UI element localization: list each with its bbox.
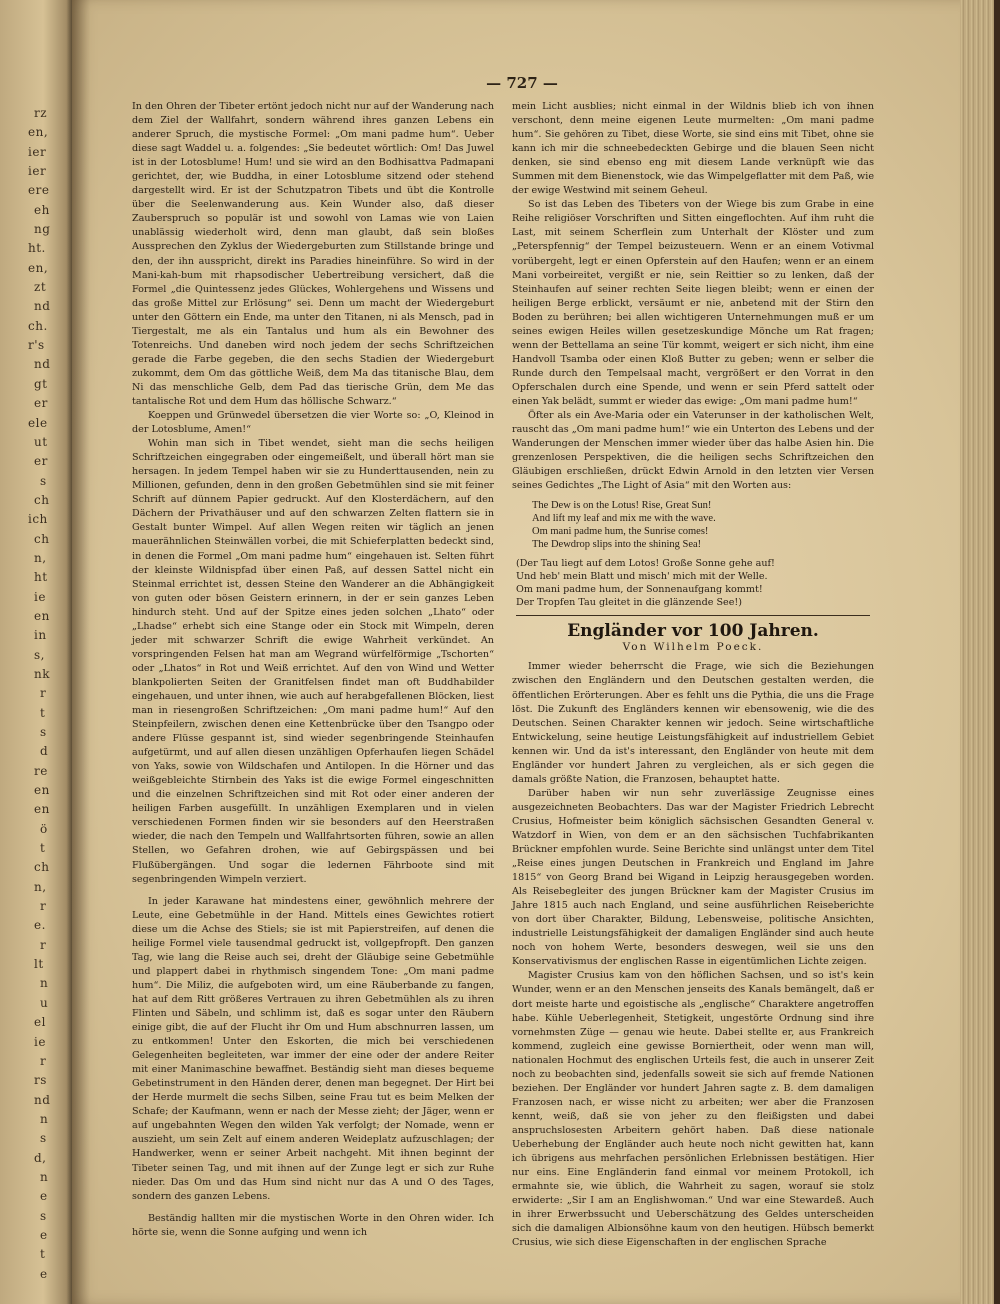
left-page-fragment: en [34, 608, 50, 623]
left-page-fragment: r [40, 686, 47, 701]
left-page-fragment: n [40, 1111, 49, 1126]
poem-line: Der Tropfen Tau gleitet in die glänzende See!) [516, 597, 743, 609]
left-page-fragment: n, [34, 879, 47, 894]
poem-line: (Der Tau liegt auf dem Lotos! Große Sonne gehe auf! [516, 558, 775, 570]
left-page-fragment: n, [34, 550, 47, 565]
left-page-fragment: ch [34, 492, 50, 507]
left-page-fragment: s [40, 1131, 47, 1146]
left-page-fragment: en, [28, 260, 49, 275]
divider [516, 615, 870, 616]
left-page-fragment: s [40, 725, 47, 740]
left-page-fragment: rs [34, 1073, 47, 1088]
poem-line: The Dewdrop slips into the shining Sea! [532, 539, 702, 551]
left-page-fragment: e [40, 1266, 48, 1281]
left-page-fragment: er [34, 454, 48, 469]
left-page-fragment: e [40, 1189, 48, 1204]
left-page-fragment: el [34, 1015, 46, 1030]
left-page-fragment: en [34, 783, 50, 798]
left-page-fragment: ch [34, 860, 50, 875]
left-page-fragment: ie [34, 1034, 46, 1049]
poem-line: The Dew is on the Lotus! Rise, Great Sun! [532, 500, 712, 512]
paragraph: Koeppen und Grünwedel übersetzen die vier Worte so: „O, Kleinod in der Lotosblume, Amen!“ [132, 410, 494, 436]
left-page-fragment: r's [28, 338, 45, 353]
left-page-edge [0, 0, 72, 1304]
paragraph: In den Ohren der Tibeter ertönt jedoch nicht nur auf der Wanderung nach dem Ziel der Wallfahrt, sondern während ihres ganzen Lebens ein anderer Spruch, die mystische Formel: „Om mani padme hum“. Ueber diese sagt Waddel u. a. folgendes: „Sie bedeutet wörtlich: Om! Das Juwel ist in der Lotosblume! Hum! und sie wird an den Bodhisattva Padmapani gerichtet, der, wie Buddha, in einer Lotosblume sitzend oder stehend dargestellt wird. Er ist der Schutzpatron Tibets und übt die Kontrolle über die Seelenwanderung aus. Kein Wunder also, daß dieser Zauberspruch so populär ist und sowohl von Lamas wie von Laien unablässig wiederholt wird, denn man glaubt, daß sein bloßes Aussprechen den Zyklus der Wiedergeburten zum Stillstande bringe und den, der ihn ausspricht, direkt ins Paradies hineinführe. So wird in der Mani-kah-bum mit rhapsodischer Uebertreibung versichert, daß die Formel „die Quintessenz jedes Glückes, Wohlergehens und Wissens und das große Mittel zur Erlösung“ sei. Denn um macht der Wiedergeburt unter den Göttern ein Ende, ma unter den Titanen, ni als Mensch, pad in Tiergestalt, me als ein Tantalus und hum als ein Bewohner des Totenreichs. Und daneben wird noch jedem der sechs Schriftzeichen gerade die Farbe gegeben, die den sechs Stadien der Wiedergeburt zukommt, dem Om das göttliche Weiß, dem Ma das titanische Blau, dem Ni das menschliche Gelb, dem Pad das tierische Grün, dem Me das tantalische Rot und dem Hum das höllische Schwarz.“ [132, 101, 494, 407]
poem-line: And lift my leaf and mix me with the wave. [532, 513, 716, 525]
left-page-fragment: rz [34, 106, 48, 120]
spine-shadow [72, 0, 90, 1304]
left-page-fragment: eh [34, 202, 50, 217]
paragraph: Wohin man sich in Tibet wendet, sieht man die sechs heiligen Schriftzeichen eingegraben oder eingemeißelt, und überall hört man sie hersagen. In jedem Tempel haben wir sie zu Hunderttausenden, nein zu Millionen, gefunden, denn in den großen Gebetmühlen sind sie mit feiner Schrift auf dünnem Papier gedruckt. Auf den Klosterdächern, auf den Dächern der Privathäuser und auf den schwarzen Zelten flattern sie in Gestalt bunter Wimpel. Auf allen Wegen reiten wir täglich an jenen mauerähnlichen Steinwällen vorbei, die mit Schieferplatten bedeckt sind, in denen die Formel „Om mani padme hum“ eingehauen ist. Selten führt der kleinste Wildnispfad über einen Paß, auf dessen Sattel nicht ein Steinmal errichtet ist, dessen Steine den Wanderer an die Abhängigkeit von guten oder bösen Geistern erinnern, in der er sein ganzes Leben hindurch steht. Und auf der Spitze eines jeden solchen „Lhato“ oder „Lhadse“ erhebt sich eine Stange oder ein Stock mit Wimpeln, deren jeder mit schwarzer Schrift die ewige Wahrheit verkündet. An vorspringenden Felsen hat man am Wegrand würfelförmige „Tschorten“ oder „Lhatos“ in Rot und Weiß errichtet. Auf den von Wind und Wetter blankpolierten Seiten der Granitfelsen findet man oft Buddhabilder eingehauen, und unter ihnen, wie auch auf herabgefallenen Blöcken, liest man in riesengroßen Schriftzeichen: „Om mani padme hum!“ Auf den Steinpfeilern, zwischen denen eine Kettenbrücke über den Tsangpo oder andere Flüsse gespannt ist, sind wieder segenbringende Steinhaufen aufgetürmt, und auf allen diesen unzähligen Opferhaufen liegen Schädel von Yaks, sowie von Wildschafen und Antilopen. In die Hörner und das weißgebleichte Stirnbein des Yaks ist die ewige Formel eingeschnitten und die einzelnen Schriftzeichen sind mit Rot oder einer anderen der heiligen Farben ausgefüllt. In unzähligen Exemplaren und in vielen verschiedenen Formen finden wir sie besonders auf den Heerstraßen wieder, die nach den Tempeln und Wallfahrtsorten führen, sowie an allen Stellen, wo Gefahren drohen, wie auf Gebirgspässen und bei Flußübergängen. Und sogar die ledernen Fährboote sind mit segenbringenden Wimpeln verziert. [132, 438, 494, 885]
poem-german [516, 557, 874, 609]
left-page-fragment: ht [34, 570, 48, 585]
left-page-fragment: zt [34, 280, 47, 295]
page-edges-right [960, 0, 1000, 1304]
left-page-fragment: ie [34, 589, 46, 604]
left-page-fragment: e. [34, 918, 46, 933]
left-page-fragment: s [40, 473, 47, 488]
left-column [132, 100, 494, 1240]
left-page-fragment: en [34, 802, 50, 817]
paragraph: So ist das Leben des Tibeters von der Wiege bis zum Grabe in eine Reihe religiöser Vorschriften und Sitten eingeflochten. Auf ihm ruht die Last, mit seinem Scherflein zum Unterhalt der Klöster und zum „Peterspfennig“ der Tempel beizusteuern. Wenn er an einem Votivmal vorübergeht, legt er einen Opferstein auf den Haufen; wenn er an einem Mani vorbeireitet, vergißt er nie, sein Reittier so zu lenken, daß der Steinhaufen auf seiner rechten Seite liegen bleibt; wenn er einen der heiligen Berge erblickt, versäumt er nie, anbetend mit der Stirn den Boden zu berühren; bei allen wichtigeren Unternehmungen muß er um seines ewigen Heiles willen gesetzeskundige Mönche um Rat fragen; wenn der Bettellama an seine Tür kommt, weigert er sich nicht, ihm eine Handvoll Tsamba oder einen Kloß Butter zu geben; wenn er selber die Runde durch den Tempelsaal macht, vergrößert er den Vorrat in den Opferschalen durch eine Spende, und wenn er sein Pferd sattelt oder einen Yak belädt, summt er wieder das ewige: „Om mani padme hum!“ [512, 199, 874, 407]
left-page-fragment: ele [28, 415, 48, 430]
left-page-fragment: n [40, 976, 49, 991]
left-page-fragment: nk [34, 666, 50, 681]
paragraph: Öfter als ein Ave-Maria oder ein Vaterunser in der katholischen Welt, rauscht das „Om mani padme hum!“ wie ein Unterton des Lebens und der Wanderungen der Menschen immer wieder über das halbe Asien hin. Die grenzenlosen Perspektiven, die die heiligen sechs Schriftzeichen den Gläubigen erschließen, drückt Edwin Arnold in den letzten vier Versen seines Gedichtes „The Light of Asia“ mit den Worten aus: [512, 410, 874, 492]
poem-line: Und heb' mein Blatt und misch' mich mit der Welle. [516, 571, 768, 583]
left-page-fragment: ch. [28, 318, 48, 333]
left-page-fragment: nd [34, 357, 51, 372]
left-page-fragment: ich [28, 512, 48, 527]
left-page-fragment: r [40, 1053, 47, 1068]
left-page-fragment: ier [28, 164, 47, 179]
left-page-fragment: nd [34, 299, 51, 314]
article-title: Engländer vor 100 Jahren. [567, 621, 819, 642]
left-page-fragment: ng [34, 222, 51, 237]
left-page-fragment: en, [28, 125, 49, 140]
poem-line: Om mani padme hum, der Sonnenaufgang kommt! [516, 584, 763, 596]
page [72, 0, 960, 1304]
article-byline: Von Wilhelm Poeck. [622, 641, 764, 654]
paragraph: Immer wieder beherrscht die Frage, wie sich die Beziehungen zwischen den Engländern und den Deutschen gestalten werden, die öffentlichen Erörterungen. Aber es fehlt uns die Pythia, die uns die Frage löst. Die Zukunft des Engländers kennen wir ebensowenig, wie die des Deutschen. Seinen Charakter kennen wir jedoch. Seine wirtschaftliche Entwickelung, seine heutige Leistungsfähigkeit auf industriellem Gebiet kennen wir. Und da ist's interessant, den Engländer von heute mit dem Engländer vor hundert Jahren zu vergleichen, als er sich gegen die damals größte Nation, die Franzosen, behauptet hatte. [512, 661, 874, 785]
left-page-fragment: re [34, 763, 48, 778]
left-page-fragment: ö [40, 821, 48, 836]
left-page-fragment: nd [34, 1092, 51, 1107]
paragraph: Darüber haben wir nun sehr zuverlässige Zeugnisse eines ausgezeichneten Beobachters. Das war der Magister Friedrich Lebrecht Crusius, Hofmeister beim königlich sächsischen Gesandten General v. Watzdorf in Wien, von dem er an den sächsischen Tuchfabrikanten Brückner empfohlen wurde. Seine Berichte sind unlängst unter dem Titel „Reise eines jungen Deutschen in Frankreich und England im Jahre 1815“ von Georg Brand bei Wigand in Leipzig herausgegeben worden. Als Reisebegleiter des jungen Brückner kam der Magister Crusius im Jahre 1815 auch nach England, und seine ausführlichen Reiseberichte von dort über Charakter, Bildung, Lebensweise, politische Ansichten, industrielle Leistungsfähigkeit der damaligen Engländer sind auch heute noch von hohem Werte, besonders deswegen, weil sie uns den Konservativismus der englischen Rasse in eigentümlichen Lichte zeigen. [512, 787, 874, 968]
left-page-fragment: ch [34, 531, 50, 546]
paragraph: Beständig hallten mir die mystischen Worte in den Ohren wider. Ich hörte sie, wenn die Sonne aufging und wenn ich [132, 1212, 494, 1238]
left-page-fragment: d [40, 744, 49, 759]
left-page-fragment: d, [34, 1150, 47, 1165]
paragraph: Magister Crusius kam von den höflichen Sachsen, und so ist's kein Wunder, wenn er an den Menschen jenseits des Kanals bemängelt, daß er dort meiste harte und egoistische als „englische“ Charaktere angetroffen habe. Kühle Ueberlegenheit, Stetigkeit, ungestörte Ordnung sind ihre vornehmsten Züge — genau wie heute. Dabei stellte er, aus Frankreich kommend, zugleich eine gewisse Borniertheit, oder wenn man will, nationalen Hochmut des englischen Urteils fest, die auch in unserer Zeit noch zu beobachten sind, jedenfalls soweit sie sich auf fremde Nationen beziehen. Der Engländer vor hundert Jahren sagte z. B. dem damaligen Franzosen nach, er wisse nicht zu arbeiten; wer aber die Franzosen kennt, weiß, daß sie von jeher zu den fleißigsten und dabei anspruchslosesten Arbeitern gehört haben. Daß diese nationale Ueberhebung der Engländer auch heute noch nicht gewitten hat, kann ich übrigens aus mehrfachen persönlichen Erlebnissen bestätigen. Hier nur eins. Eine Engländerin fand einmal vor meinem Protokoll, ich ermahnte sie, wie üblich, die Wahrheit zu sagen, worauf sie stolz erwiderte: „Sir I am an Englishwoman.“ Und war eine Stewardeß. Auch in ihrer Erwerbssucht und Ueberschätzung des Geldes unterscheiden sich die damaligen Albionsöhne kaum von den heutigen. Hübsch bemerkt Crusius, wie sich diese Eigenschaften in der englischen Sprache [512, 970, 874, 1249]
left-page-fragment: u [40, 995, 49, 1010]
left-page-fragment: ht. [28, 241, 46, 256]
page-number: — 727 — [486, 74, 558, 92]
left-page-fragment: s, [34, 647, 45, 662]
left-page-fragment: r [40, 937, 47, 952]
left-page-fragment: r [40, 899, 47, 914]
left-page-fragment: gt [34, 376, 48, 391]
poem-english [532, 499, 874, 551]
paragraph: mein Licht ausblies; nicht einmal in der Wildnis blieb ich von ihnen verschont, denn meine eigenen Leute murmelten: „Om mani padme hum“. Sie gehören zu Tibet, diese Worte, sie sind eins mit Tibet, ohne sie kann ich mir die schneebedeckten Gebirge und die blauen Seen nicht denken, sie sind ebenso eng mit diesem Lande verknüpft wie das Summen mit dem Bienenstock, wie das Wimpelgeflatter mit dem Paß, wie der ewige Westwind mit seinem Geheul. [512, 101, 874, 197]
poem-line: Om mani padme hum, the Sunrise comes! [532, 526, 709, 538]
left-page-fragment: ier [28, 144, 47, 159]
left-page-fragment: t [40, 705, 46, 720]
left-page-fragment: e [40, 1227, 48, 1242]
left-page-fragment: ere [28, 183, 50, 198]
paragraph: In jeder Karawane hat mindestens einer, gewöhnlich mehrere der Leute, eine Gebetmühle in der Hand. Mittels eines Gewichtes rotiert diese um die Achse des Stiels; sie ist mit Papierstreifen, auf denen die heilige Formel viele tausendmal gedruckt ist, vollgepfropft. Den ganzen Tag, wie lang die Reise auch sei, dreht der Gläubige seine Gebetmühle und plappert dabei in rhythmisch singendem Tone: „Om mani padme hum“. Die Miliz, die aufgeboten wird, um eine Räuberbande zu fangen, hat auf dem Ritt größeres Vertrauen zu ihren Gebetmühlen als zu ihren Flinten und Säbeln, und schlimm ist, daß es sogar unter den Räubern einige gibt, die auf der Flucht ihr Om und Hum abschnurren lassen, um zu entkommen! Unter den Eskorten, die mich bei verschiedenen Gelegenheiten begleiteten, war immer der eine oder der andere Reiter mit einer Manimaschine bewaffnet. Beständig sieht man dieses bequeme Gebetinstrument in den Händen derer, denen man begegnet. Der Hirt bei der Herde murmelt die sechs Silben, seine Frau tut es beim Melken der Schafe; der Kaufmann, wenn er nach der Messe zieht; der Jäger, wenn er auf ungebahnten Wegen den wilden Yak verfolgt; der Nomade, wenn er auszieht, um sein Zelt auf einem anderen Weideplatz aufzuschlagen; der Handwerker, wenn er seiner Arbeit nachgeht. Mit ihnen beginnt der Tibeter seinen Tag, und mit ihnen auf der Zunge legt er sich zur Ruhe nieder. Das Om und das Hum sind nicht nur das A und O des Tages, sondern des ganzen Lebens. [132, 895, 494, 1202]
right-column [512, 100, 874, 1250]
left-page-fragment: er [34, 396, 48, 411]
left-page-fragment: s [40, 1208, 47, 1223]
left-page-fragment: ut [34, 434, 48, 449]
left-page-fragment: t [40, 841, 46, 856]
left-page-fragment: t [40, 1247, 46, 1262]
left-page-fragment: lt [34, 957, 44, 972]
left-page-fragment: in [34, 628, 47, 643]
left-page-fragment: n [40, 1169, 49, 1184]
